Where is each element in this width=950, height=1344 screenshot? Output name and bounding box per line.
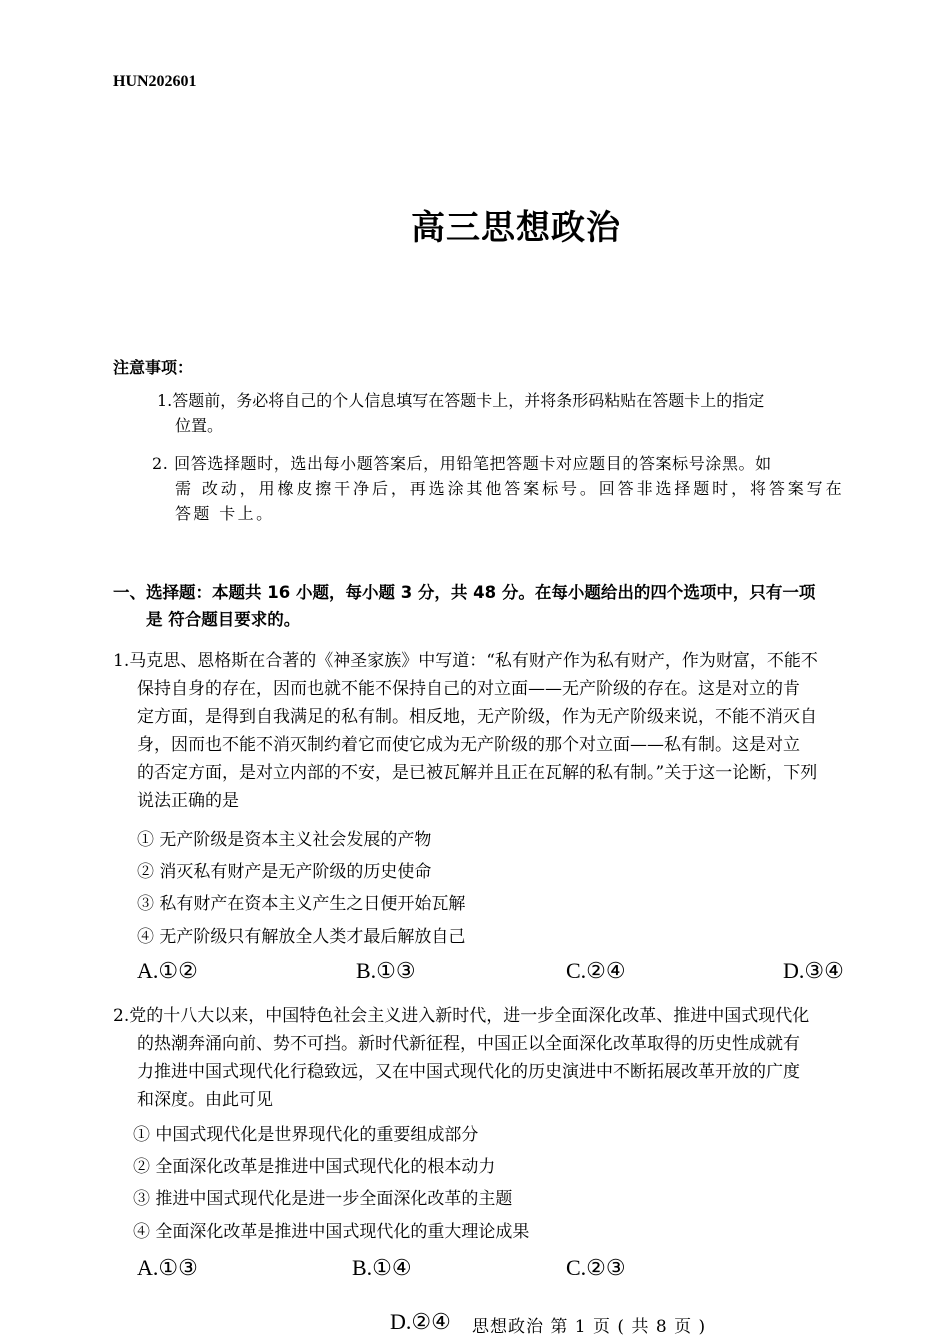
question-1-line: 定方面，是得到自我满足的私有制。相反地，无产阶级，作为无产阶级来说，不能不消灭自 [137, 707, 817, 727]
question-1-line: 保持自身的存在，因而也就不能不保持自己的对立面——无产阶级的存在。这是对立的肯 [137, 679, 800, 699]
question-1-choice-b[interactable]: B.①③ [356, 958, 416, 983]
question-1-line: 身，因而也不能不消灭制约着它而使它成为无产阶级的那个对立面——私有制。这是对立 [137, 735, 800, 755]
notice-item-2-line-2: 需 改动，用橡皮擦干净后，再选涂其他答案标号。回答非选择题时，将答案写在 [175, 479, 845, 498]
question-1-line: 说法正确的是 [137, 791, 239, 811]
question-1-choice-a[interactable]: A.①② [137, 958, 198, 983]
question-2-line: 力推进中国式现代化行稳致远，又在中国式现代化的历史演进中不断拓展改革开放的广度 [137, 1062, 800, 1082]
question-2-statement: ② 全面深化改革是推进中国式现代化的根本动力 [133, 1157, 496, 1177]
section-1-heading-line-2: 是 符合题目要求的。 [146, 610, 301, 629]
question-2-choice-d[interactable]: D.②④ [390, 1309, 451, 1334]
question-2-line: 和深度。由此可见 [137, 1090, 273, 1110]
question-2-choice-c[interactable]: C.②③ [566, 1255, 626, 1280]
question-1-statement: ② 消灭私有财产是无产阶级的历史使命 [137, 862, 432, 882]
notice-item-1-line-2: 位置。 [175, 416, 224, 435]
question-1-statement: ③ 私有财产在资本主义产生之日便开始瓦解 [137, 894, 466, 914]
question-1-statement: ④ 无产阶级只有解放全人类才最后解放自己 [137, 927, 466, 947]
question-2-statement: ③ 推进中国式现代化是进一步全面深化改革的主题 [133, 1189, 513, 1209]
question-1-line: 1.马克思、恩格斯在合著的《神圣家族》中写道：“私有财产作为私有财产，作为财富，不能不 [113, 651, 818, 671]
notice-item-2-line-1: 2. 回答选择题时，选出每小题答案后，用铅笔把答题卡对应题目的答案标号涂黑。如 [152, 454, 772, 473]
question-2-statement: ① 中国式现代化是世界现代化的重要组成部分 [133, 1125, 479, 1145]
question-1-choice-d[interactable]: D.③④ [783, 958, 844, 983]
question-2-statement: ④ 全面深化改革是推进中国式现代化的重大理论成果 [133, 1222, 530, 1242]
question-1-choice-c[interactable]: C.②④ [566, 958, 626, 983]
page-footer: 思想政治 第 1 页 ( 共 8 页 ) [472, 1317, 707, 1337]
question-1-line: 的否定方面，是对立内部的不安，是已被瓦解并且正在瓦解的私有制。”关于这一论断，下列 [137, 763, 818, 783]
section-1-heading-line-1: 一、选择题：本题共 16 小题，每小题 3 分，共 48 分。在每小题给出的四个选项中，只有一项 [113, 583, 816, 602]
question-2-choice-b[interactable]: B.①④ [352, 1255, 412, 1280]
exam-code: HUN202601 [113, 73, 197, 90]
notice-heading: 注意事项： [113, 358, 194, 377]
question-2-line: 2.党的十八大以来，中国特色社会主义进入新时代，进一步全面深化改革、推进中国式现代化 [113, 1006, 810, 1026]
question-2-choice-a[interactable]: A.①③ [137, 1255, 198, 1280]
question-1-statement: ① 无产阶级是资本主义社会发展的产物 [137, 830, 432, 850]
question-2-line: 的热潮奔涌向前、势不可挡。新时代新征程，中国正以全面深化改革取得的历史性成就有 [137, 1034, 800, 1054]
page-title: 高三思想政治 [411, 208, 621, 248]
notice-item-1-line-1: 1.答题前，务必将自己的个人信息填写在答题卡上，并将条形码粘贴在答题卡上的指定 [157, 391, 765, 410]
notice-item-2-line-3: 答题 卡上。 [175, 504, 275, 523]
